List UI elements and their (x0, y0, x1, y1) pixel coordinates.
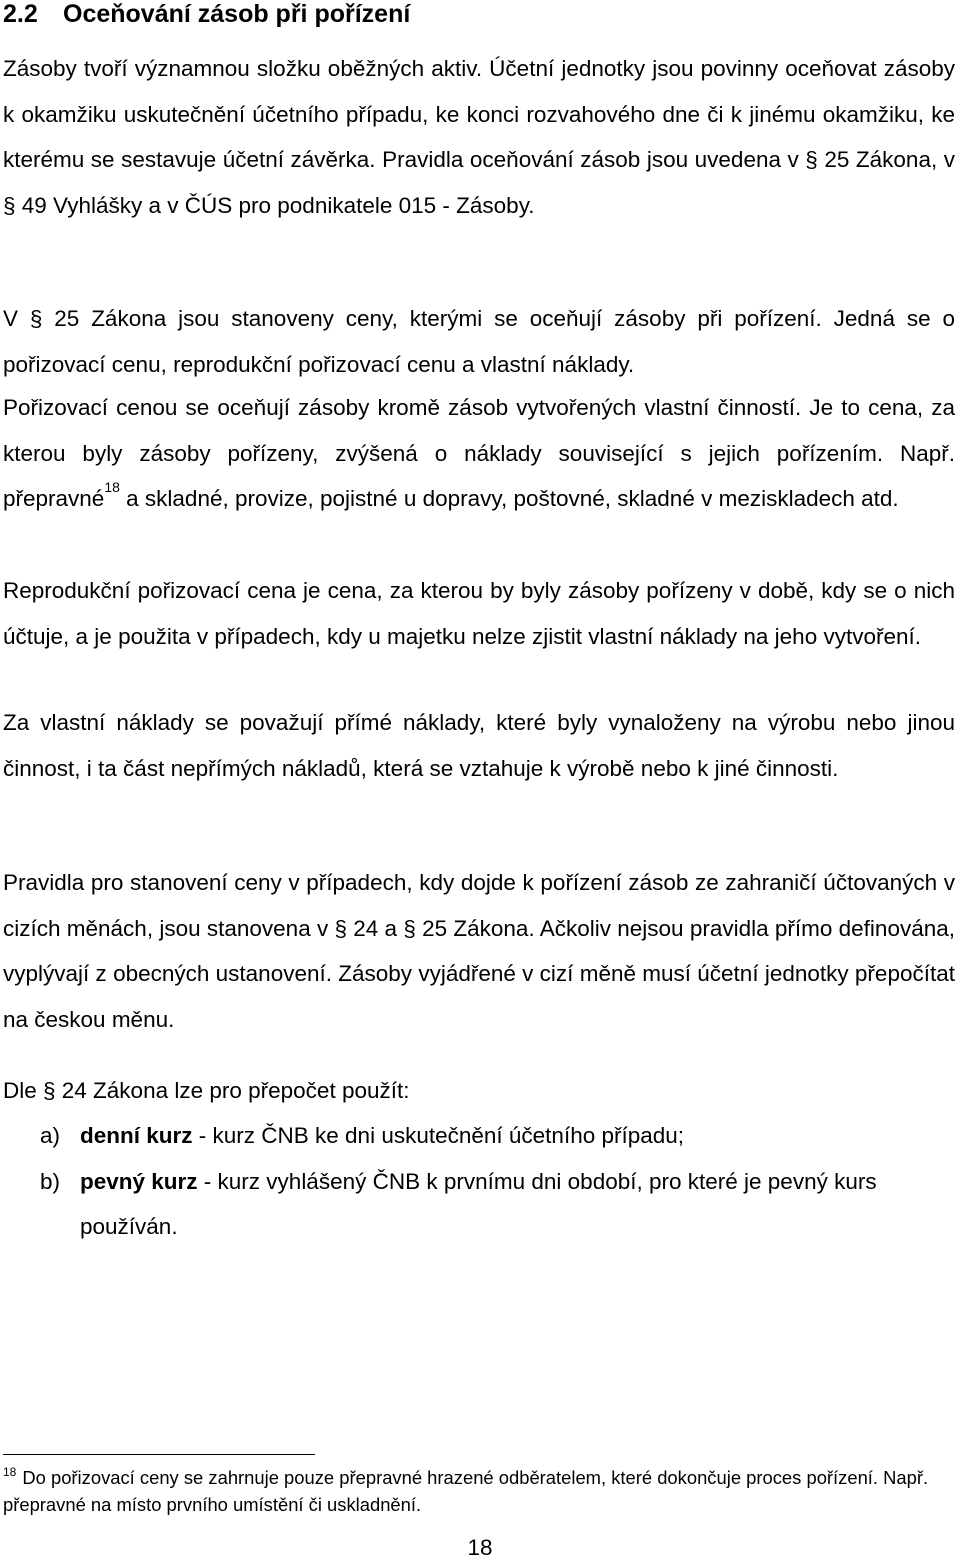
paragraph-acquisition-cost-text-cont: a skladné, provize, pojistné u dopravy, poštovné, skladné v meziskladech atd. (119, 486, 899, 511)
section-title: Oceňování zásob při pořízení (63, 0, 411, 28)
list-term: pevný kurz (80, 1168, 198, 1194)
footnote-number: 18 (3, 1465, 17, 1479)
section-number: 2.2 (3, 0, 38, 28)
paragraph-prices: V § 25 Zákona jsou stanoveny ceny, kterými se oceňují zásoby při pořízení. Jedná se o pořizovací cenu, reprodukční pořizovací cenu a vlastní náklady. (3, 306, 955, 377)
list-marker: b) (40, 1168, 61, 1194)
paragraph-reproduction-cost: Reprodukční pořizovací cena je cena, za kterou by byly zásoby pořízeny v době, kdy se o nich účtuje, a je použita v případech, kdy u majetku nelze zjistit vlastní náklady na jeho vytvoření. (3, 578, 955, 649)
paragraph-foreign-currency: Pravidla pro stanovení ceny v případech, kdy dojde k pořízení zásob ze zahraničí účtovaných v cizích měnách, jsou stanovena v § 24 a § 25 Zákona. Ačkoliv nejsou pravidla přímo definována, vyplývají z obecných ustanovení. Zásoby vyjádřené v cizí měně musí účetní jednotky přepočítat na českou měnu. (3, 870, 955, 1032)
list-marker: a) (40, 1123, 61, 1148)
paragraph-conversion-intro: Dle § 24 Zákona lze pro přepočet použít: (3, 1078, 410, 1103)
paragraph-own-costs: Za vlastní náklady se považují přímé náklady, které byly vynaloženy na výrobu nebo jinou činnost, i ta část nepřímých nákladů, která se vztahuje k výrobě nebo k jiné činnosti. (3, 710, 955, 781)
section-heading (3, 0, 410, 32)
paragraph-acquisition-cost (3, 385, 955, 522)
list-item (3, 1159, 955, 1250)
footnote-text: Do pořizovací ceny se zahrnuje pouze přepravné hrazené odběratelem, které dokončuje proces pořízení. Např. přepravné na místo prvního umístění či uskladnění. (3, 1467, 929, 1515)
paragraph-acquisition-cost-text: Pořizovací cenou se oceňují zásoby kromě zásob vytvořených vlastní činností. Je to cena, za kterou byly zásoby pořízeny, zvýšená o náklady související s jejich pořízením. Např. přepravné (3, 395, 955, 511)
footnote-separator (3, 1454, 315, 1455)
exchange-rate-list (3, 1113, 955, 1250)
document-page (3, 0, 957, 1561)
list-item (3, 1113, 955, 1159)
footnote-reference[interactable]: 18 (104, 479, 120, 495)
list-text: - kurz ČNB ke dni uskutečnění účetního případu; (192, 1123, 685, 1148)
list-text: - kurz vyhlášený ČNB k prvnímu dni období, pro které je pevný kurs používán. (80, 1168, 877, 1239)
page-number: 18 (467, 1535, 493, 1560)
footnote (3, 1464, 955, 1518)
list-term: denní kurz (80, 1123, 193, 1148)
paragraph-inventory-intro: Zásoby tvoří významnou složku oběžných aktiv. Účetní jednotky jsou povinny oceňovat zásoby k okamžiku uskutečnění účetního případu, ke konci rozvahového dne či k jinému okamžiku, ke kterému se sestavuje účetní závěrka. Pravidla oceňování zásob jsou uvedena v § 25 Zákona, v § 49 Vyhlášky a v ČÚS pro podnikatele 015 - Zásoby. (3, 56, 955, 218)
